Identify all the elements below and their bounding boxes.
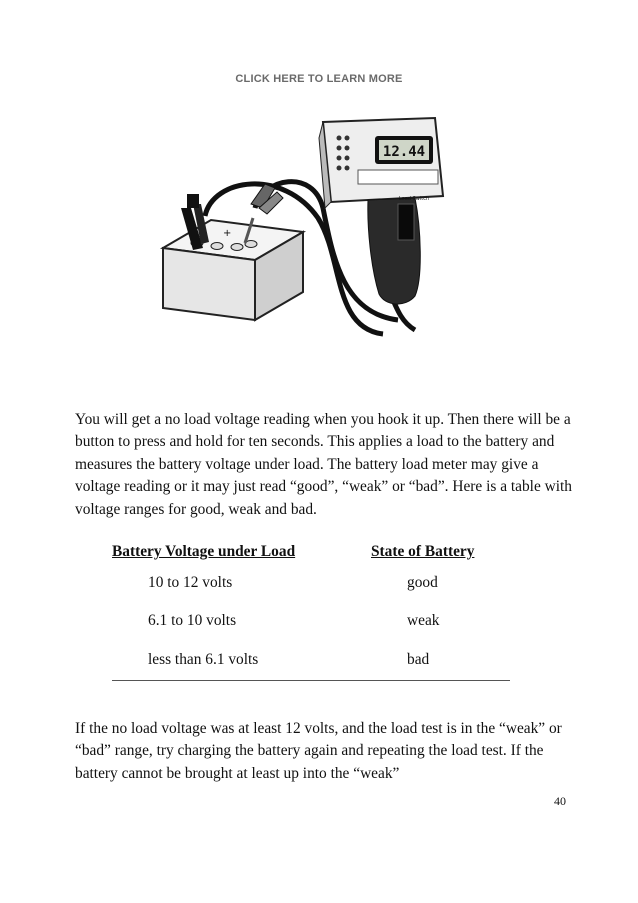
- table-cell-voltage: less than 6.1 volts: [148, 651, 259, 668]
- battery-icon: [163, 220, 303, 320]
- load-switch-label: Load Switch: [399, 196, 430, 202]
- table-bottom-rule: [112, 680, 510, 681]
- battery-load-tester-illustration: [153, 108, 456, 354]
- table-cell-state: bad: [407, 651, 430, 668]
- column-header-state: State of Battery: [371, 543, 475, 560]
- table-cell-state: good: [407, 574, 438, 591]
- learn-more-link[interactable]: CLICK HERE TO LEARN MORE: [235, 73, 403, 85]
- table-cell-voltage: 6.1 to 10 volts: [148, 612, 237, 629]
- column-header-voltage: Battery Voltage under Load: [112, 543, 296, 560]
- svg-text:+: +: [223, 228, 232, 239]
- meter-display: 12.44: [382, 144, 426, 160]
- table-cell-state: weak: [407, 612, 440, 629]
- intro-paragraph: You will get a no load voltage reading when you hook it up. Then there will be a button to press and hold for ten seconds. This applies a load to the battery and measures the battery voltage under load. The battery load meter may give a voltage reading or it may just read “good”, “weak” or “bad”. Here is a table with voltage ranges for good, weak and bad.: [75, 411, 573, 518]
- page-number: 40: [554, 794, 566, 808]
- table-cell-voltage: 10 to 12 volts: [148, 574, 233, 591]
- followup-paragraph: If the no load voltage was at least 12 volts, and the load test is in the “weak” or “bad” range, try charging the battery again and repeating the load test. If the battery cannot be brought at least up into the “weak”: [75, 720, 562, 782]
